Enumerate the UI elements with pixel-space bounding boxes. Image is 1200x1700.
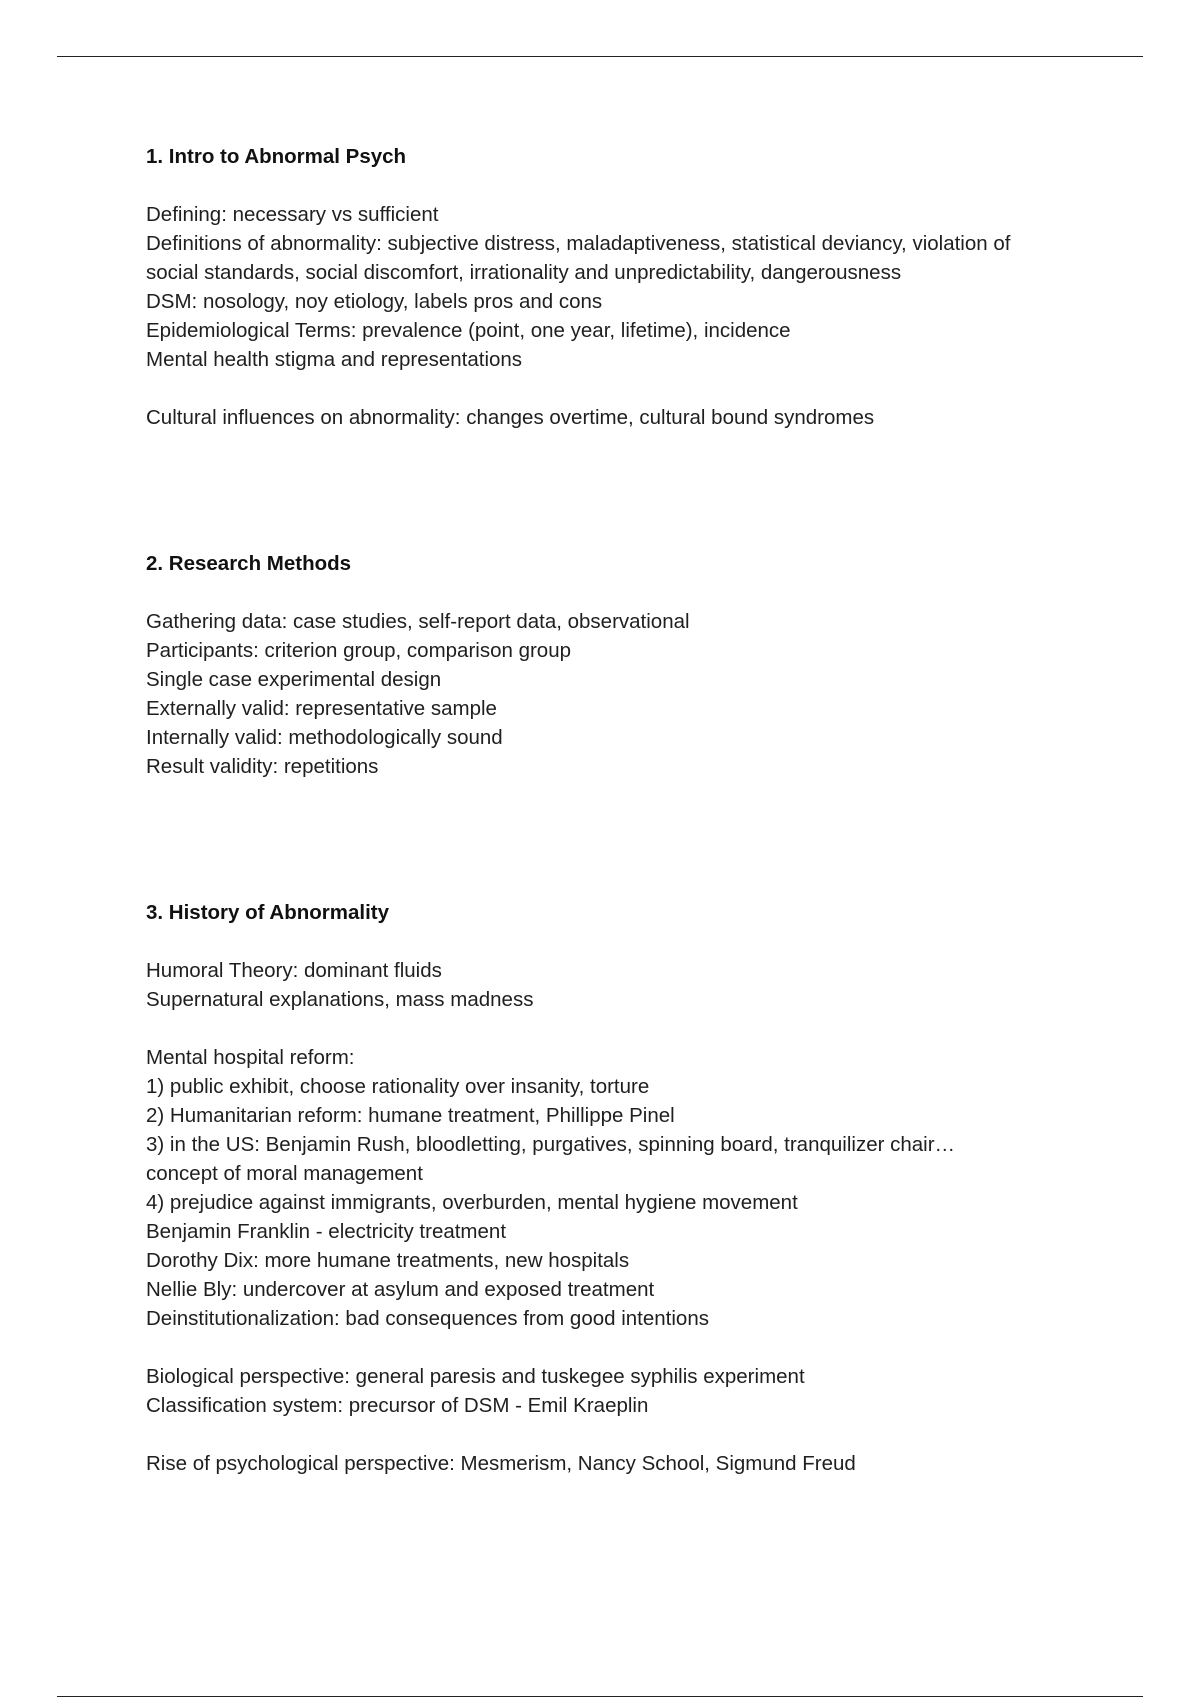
note-line: Gathering data: case studies, self-report data, observational (146, 610, 690, 633)
note-line: 3) in the US: Benjamin Rush, bloodletting, purgatives, spinning board, tranquilizer chair… (146, 1133, 956, 1156)
note-line: Participants: criterion group, comparison group (146, 639, 572, 662)
document-body (146, 142, 1106, 1478)
note-line: Cultural influences on abnormality: changes overtime, cultural bound syndromes (146, 406, 875, 429)
section-heading: 3. History of Abnormality (146, 901, 389, 924)
note-line: Result validity: repetitions (146, 755, 379, 778)
note-line: Single case experimental design (146, 668, 442, 691)
note-line: Internally valid: methodologically sound (146, 726, 503, 749)
note-line: Humoral Theory: dominant fluids (146, 959, 442, 982)
note-line: Definitions of abnormality: subjective distress, maladaptiveness, statistical deviancy, violation of (146, 232, 1011, 255)
note-line: concept of moral management (146, 1162, 423, 1185)
note-line: DSM: nosology, noy etiology, labels pros and cons (146, 290, 603, 313)
note-line: Mental hospital reform: (146, 1046, 355, 1069)
note-line: Mental health stigma and representations (146, 348, 523, 371)
note-line: Dorothy Dix: more humane treatments, new hospitals (146, 1249, 630, 1272)
section-intro (146, 142, 1106, 432)
note-line: Classification system: precursor of DSM - Emil Kraeplin (146, 1394, 649, 1417)
note-line: Defining: necessary vs sufficient (146, 203, 439, 226)
note-line: 2) Humanitarian reform: humane treatment, Phillippe Pinel (146, 1104, 675, 1127)
page-top-rule (57, 56, 1143, 57)
section-heading: 1. Intro to Abnormal Psych (146, 145, 407, 168)
note-line: social standards, social discomfort, irrationality and unpredictability, dangerousness (146, 261, 902, 284)
note-line: Deinstitutionalization: bad consequences from good intentions (146, 1307, 709, 1330)
section-heading: 2. Research Methods (146, 552, 352, 575)
page-bottom-rule (57, 1696, 1143, 1697)
note-line: Nellie Bly: undercover at asylum and exposed treatment (146, 1278, 655, 1301)
note-line: Externally valid: representative sample (146, 697, 497, 720)
note-line: Epidemiological Terms: prevalence (point, one year, lifetime), incidence (146, 319, 791, 342)
note-line: 1) public exhibit, choose rationality over insanity, torture (146, 1075, 650, 1098)
note-line: Rise of psychological perspective: Mesmerism, Nancy School, Sigmund Freud (146, 1452, 856, 1475)
section-history (146, 898, 1106, 1478)
note-line: Supernatural explanations, mass madness (146, 988, 534, 1011)
note-line: 4) prejudice against immigrants, overburden, mental hygiene movement (146, 1191, 798, 1214)
note-line: Biological perspective: general paresis and tuskegee syphilis experiment (146, 1365, 805, 1388)
note-line: Benjamin Franklin - electricity treatment (146, 1220, 507, 1243)
section-research-methods (146, 549, 1106, 781)
